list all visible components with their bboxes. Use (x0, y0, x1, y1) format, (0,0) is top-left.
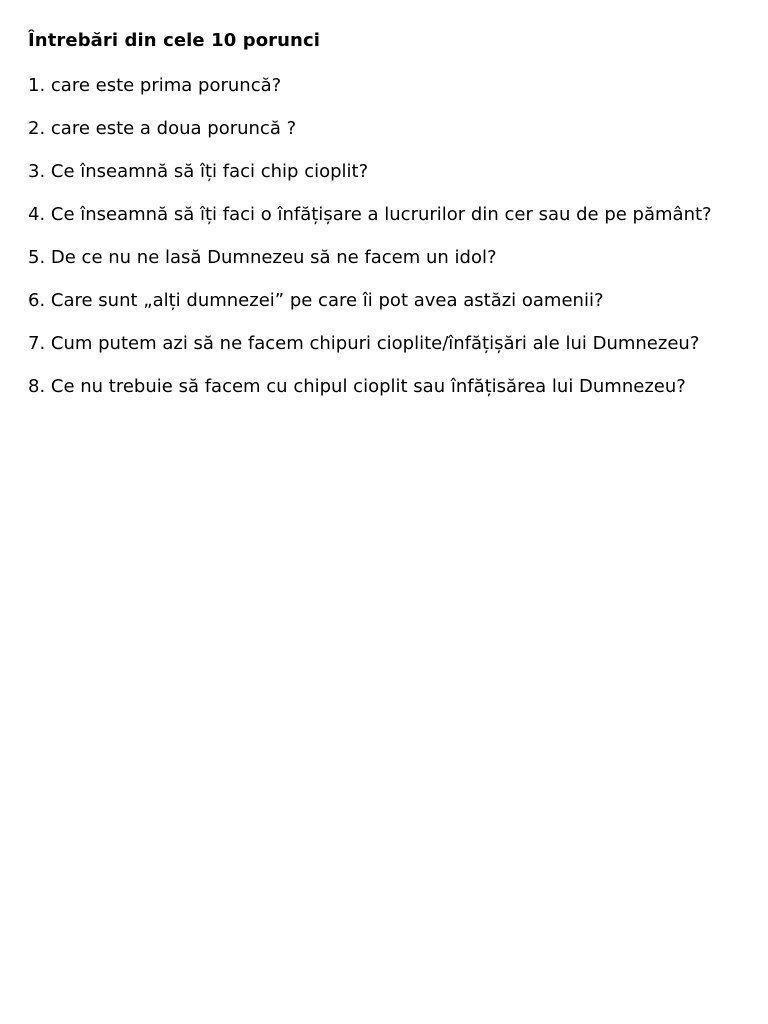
document-title: Întrebări din cele 10 porunci (28, 30, 321, 51)
question-7: 7. Cum putem azi să ne facem chipuri cioplite/înfățișări ale lui Dumnezeu? (28, 333, 700, 354)
question-list (28, 70, 740, 403)
question-2: 2. care este a doua poruncă ? (28, 118, 297, 139)
question-6: 6. Care sunt „alți dumnezei” pe care îi pot avea astăzi oamenii? (28, 290, 604, 311)
question-1: 1. care este prima poruncă? (28, 75, 282, 96)
question-4: 4. Ce înseamnă să îți faci o înfățișare a lucrurilor din cer sau de pe pământ? (28, 204, 712, 225)
question-8: 8. Ce nu trebuie să facem cu chipul cioplit sau înfățisărea lui Dumnezeu? (28, 376, 686, 397)
question-5: 5. De ce nu ne lasă Dumnezeu să ne facem un idol? (28, 247, 497, 268)
question-3: 3. Ce înseamnă să îți faci chip cioplit? (28, 161, 369, 182)
